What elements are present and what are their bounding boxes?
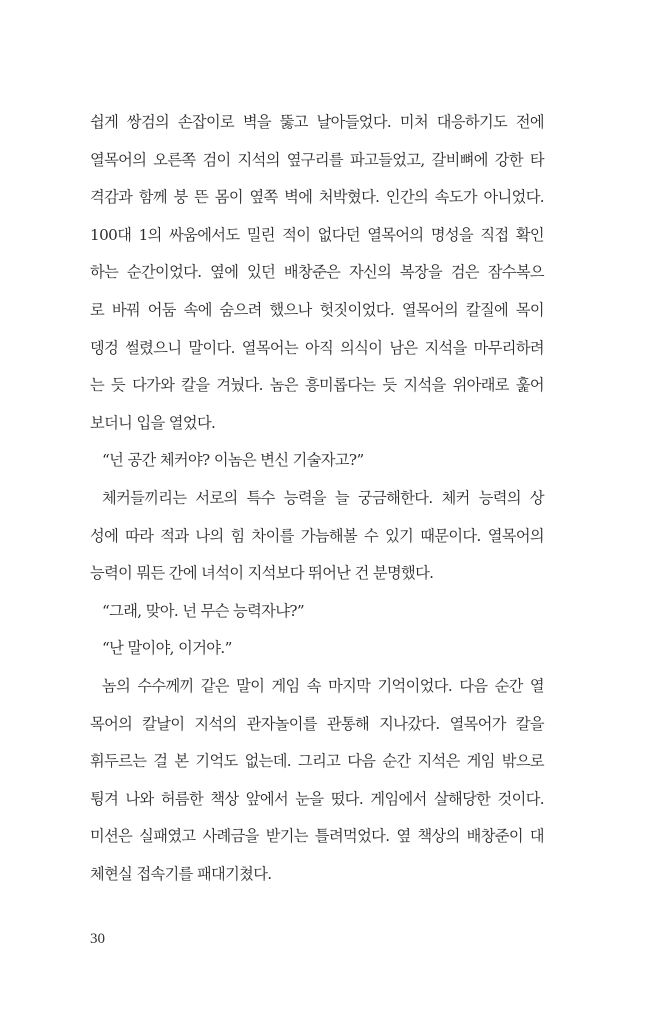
dialogue-line: “난 말이야, 이거야.” — [102, 639, 232, 658]
page-number: 30 — [90, 931, 105, 947]
text-line: 체커들끼리는 서로의 특수 능력을 늘 궁금해한다. 체커 능력의 상 — [102, 488, 544, 507]
text-line: 하는 순간이었다. 옆에 있던 배창준은 자신의 복장을 검은 잠수복으 — [90, 263, 544, 282]
book-page-body — [90, 111, 544, 900]
text-line: 열목어의 오른쪽 검이 지석의 옆구리를 파고들었고, 갈비뼈에 강한 타 — [90, 150, 544, 169]
text-line: 격감과 함께 붕 뜬 몸이 옆쪽 벽에 처박혔다. 인간의 속도가 아니었다. — [90, 188, 544, 207]
text-line: 체현실 접속기를 패대기쳤다. — [90, 864, 272, 883]
text-line: 보더니 입을 열었다. — [90, 413, 216, 432]
text-line: 100대 1의 싸움에서도 밀린 적이 없다던 열목어의 명성을 직접 확인 — [90, 225, 544, 244]
dialogue-line: “넌 공간 체커야? 이놈은 변신 기술자고?” — [102, 451, 364, 470]
text-line: 쉽게 쌍검의 손잡이로 벽을 뚫고 날아들었다. 미처 대응하기도 전에 — [90, 113, 544, 131]
dialogue-line: “그래, 맞아. 넌 무슨 능력자냐?” — [102, 601, 305, 620]
text-line: 성에 따라 적과 나의 힘 차이를 가늠해볼 수 있기 때문이다. 열목어의 — [90, 526, 544, 545]
text-line: 는 듯 다가와 칼을 겨눴다. 놈은 흥미롭다는 듯 지석을 위아래로 훑어 — [90, 376, 544, 395]
text-line: 놈의 수수께끼 같은 말이 게임 속 마지막 기억이었다. 다음 순간 열 — [102, 676, 544, 695]
text-line: 능력이 뭐든 간에 녀석이 지석보다 뛰어난 건 분명했다. — [90, 564, 434, 583]
text-line: 목어의 칼날이 지석의 관자놀이를 관통해 지나갔다. 열목어가 칼을 — [90, 714, 544, 733]
text-line: 뎅겅 썰렸으니 말이다. 열목어는 아직 의식이 남은 지석을 마무리하려 — [90, 338, 544, 357]
text-line: 로 바꿔 어둠 속에 숨으려 했으나 헛짓이었다. 열목어의 칼질에 목이 — [90, 300, 544, 319]
text-line: 튕겨 나와 허름한 책상 앞에서 눈을 떴다. 게임에서 살해당한 것이다. — [90, 789, 544, 808]
text-line: 미션은 실패였고 사례금을 받기는 틀려먹었다. 옆 책상의 배창준이 대 — [90, 827, 544, 846]
text-line: 휘두르는 걸 본 기억도 없는데. 그리고 다음 순간 지석은 게임 밖으로 — [90, 752, 544, 771]
